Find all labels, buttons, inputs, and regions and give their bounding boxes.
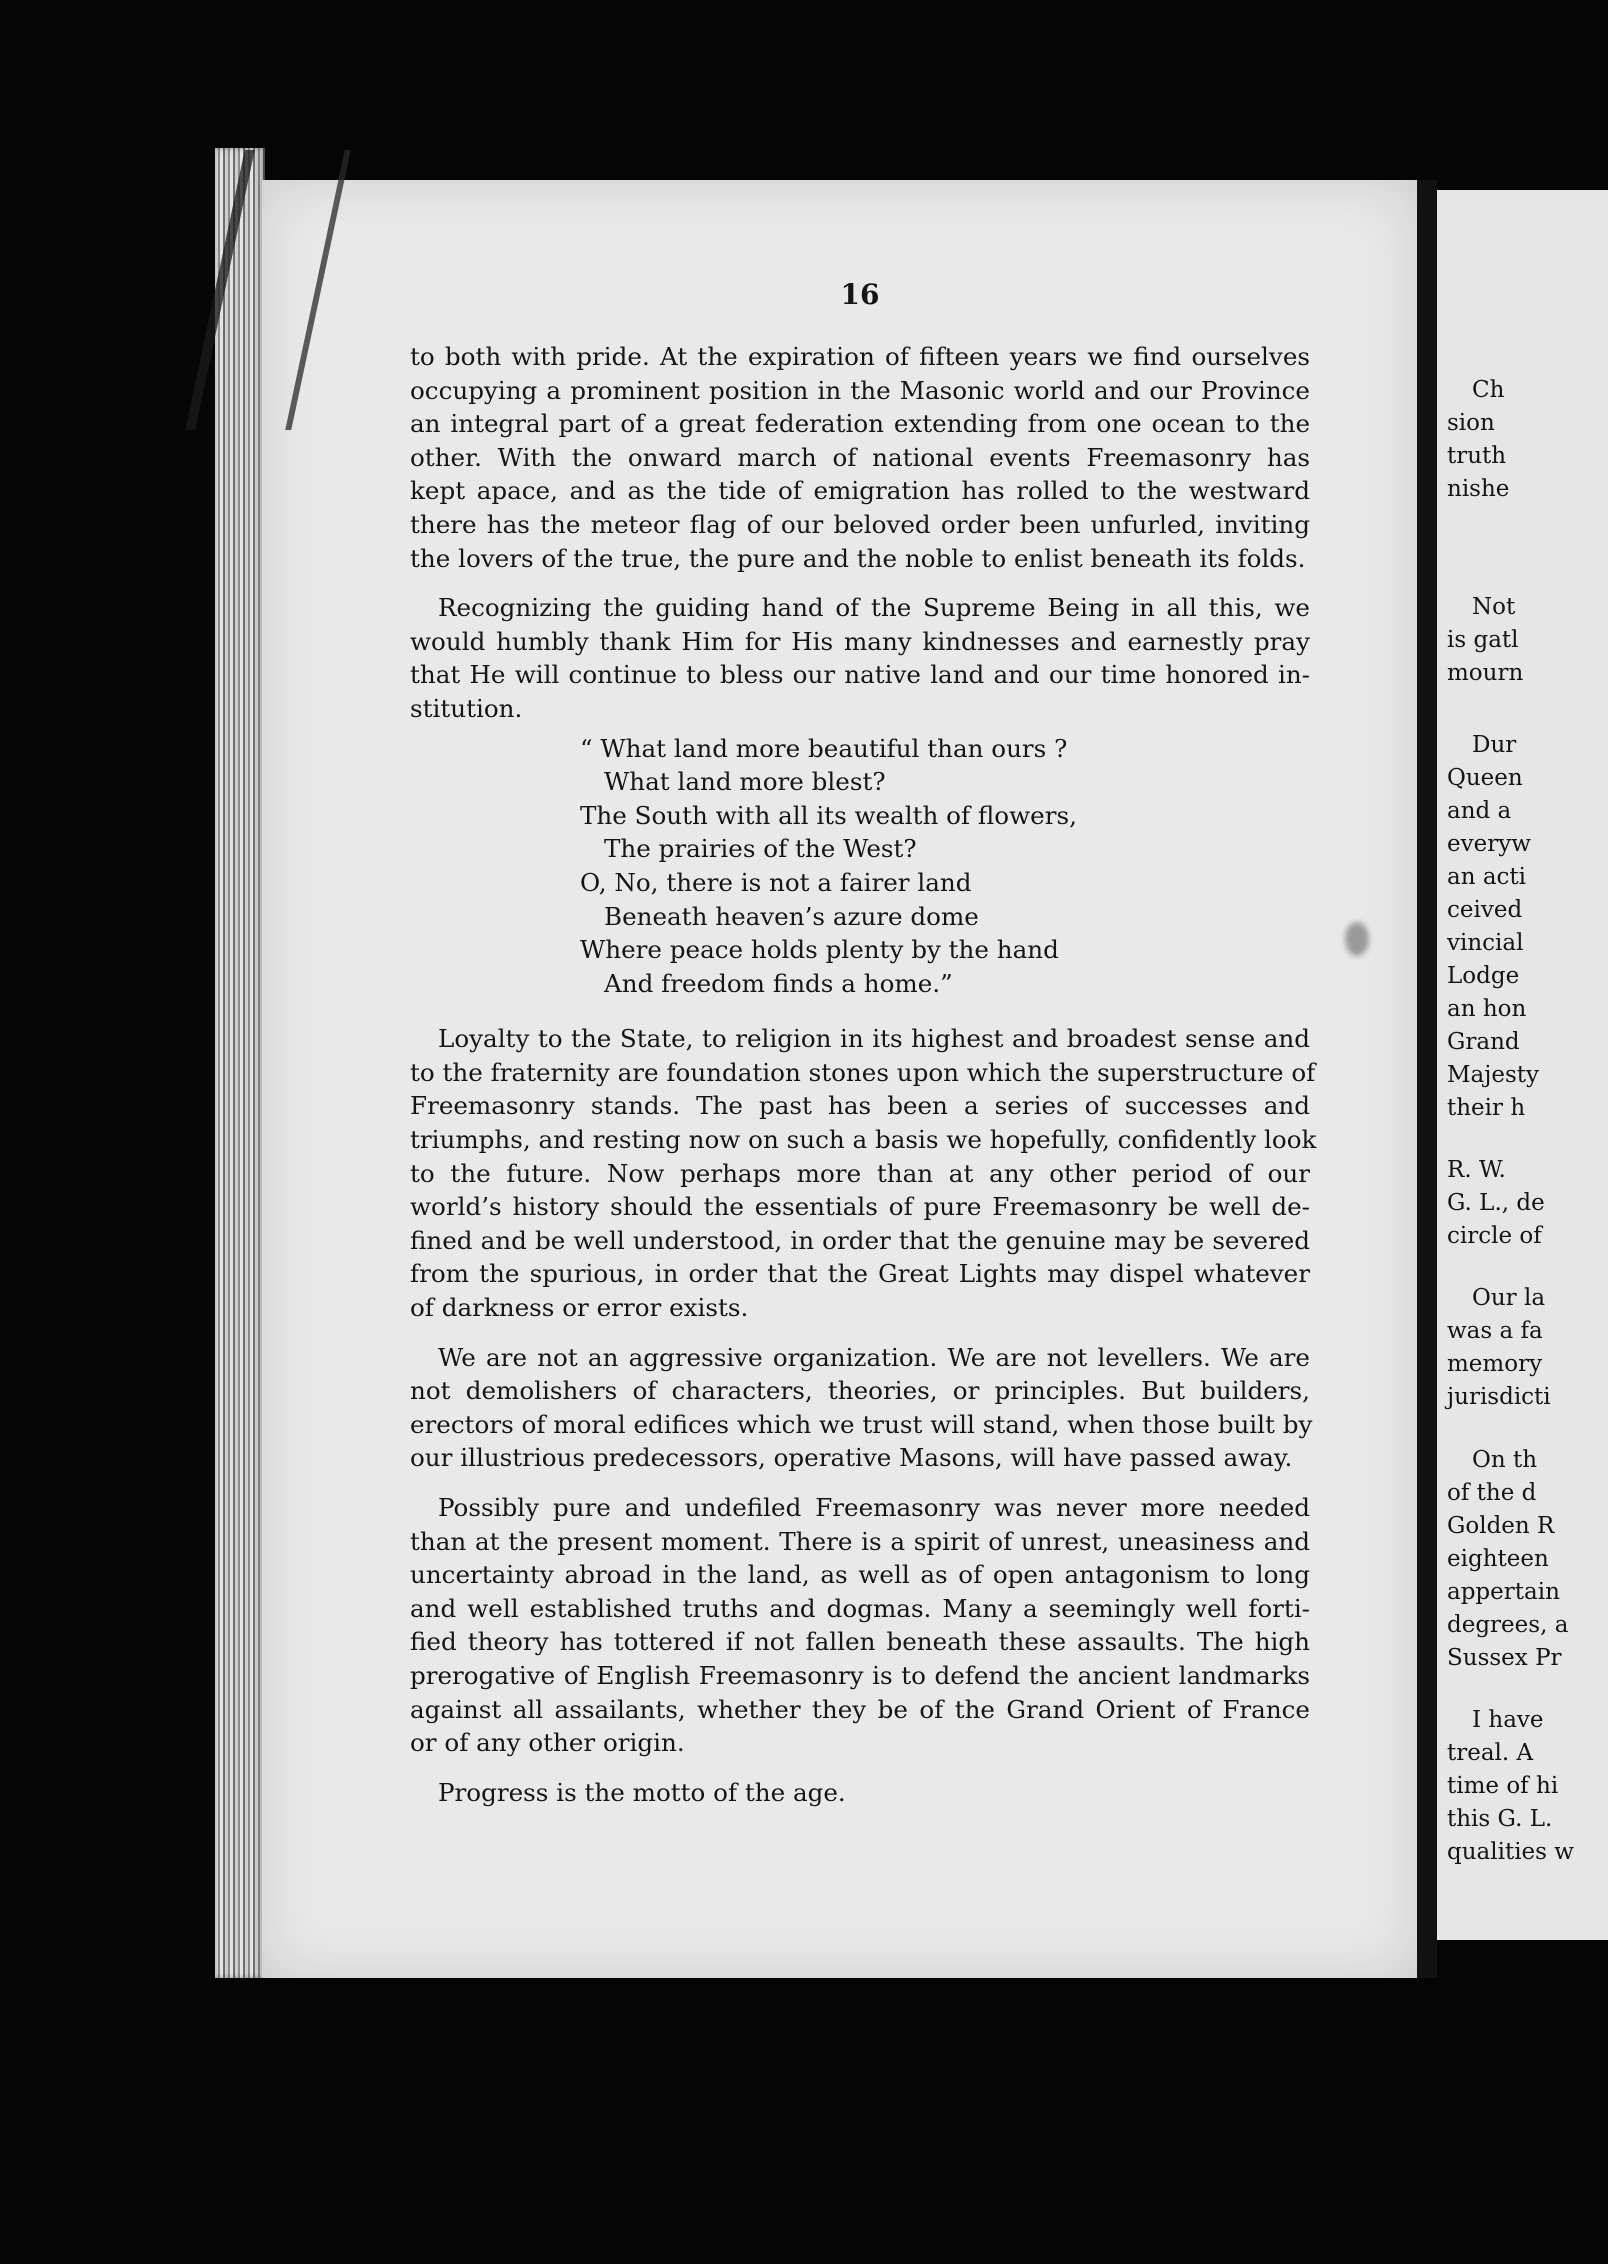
right-page-text-fragment: everyw xyxy=(1447,831,1531,857)
text-line: to the fraternity are foundation stones upon which the superstructure of xyxy=(410,1057,1316,1087)
right-page-text-fragment: Dur xyxy=(1472,732,1517,758)
text-line: that He will continue to bless our native land and our time honored in- xyxy=(410,660,1310,690)
paragraph xyxy=(410,1776,1310,1810)
text-line: occupying a prominent position in the Masonic world and our Province xyxy=(410,375,1310,405)
scan-border-bottom xyxy=(262,1978,1608,2264)
right-page-text-fragment: Ch xyxy=(1472,377,1505,403)
right-page-text-fragment: R. W. xyxy=(1447,1157,1506,1183)
scan-speck xyxy=(1345,922,1369,956)
right-page-text-fragment: degrees, a xyxy=(1447,1612,1569,1638)
right-page-text-fragment: Not xyxy=(1472,594,1516,620)
right-page-text-fragment: truth xyxy=(1447,443,1507,469)
text-line: triumphs, and resting now on such a basis we hopefully, confidently look xyxy=(410,1125,1317,1155)
paragraph xyxy=(410,1341,1313,1475)
book-gutter xyxy=(1417,180,1437,1978)
text-line: kept apace, and as the tide of emigration has rolled to the westward xyxy=(410,476,1310,506)
right-page-text-fragment: Lodge xyxy=(1447,963,1520,989)
text-line: fined and be well understood, in order that the genuine may be severed xyxy=(410,1225,1310,1255)
text-line: from the spurious, in order that the Great Lights may dispel whatever xyxy=(410,1259,1310,1289)
right-page-text-fragment: Sussex Pr xyxy=(1447,1645,1562,1671)
text-line: our illustrious predecessors, operative Masons, will have passed away. xyxy=(410,1443,1293,1473)
right-page-text-fragment: this G. L. xyxy=(1447,1806,1553,1832)
poem-line: And freedom finds a home.” xyxy=(604,968,953,998)
right-page-text-fragment: qualities w xyxy=(1447,1839,1574,1865)
right-page-text-fragment: jurisdicti xyxy=(1447,1384,1551,1410)
text-line: not demolishers of characters, theories, or principles. But builders, xyxy=(410,1376,1310,1406)
text-line: world’s history should the essentials of pure Freemasonry be well de- xyxy=(410,1192,1310,1222)
poem-line: Where peace holds plenty by the hand xyxy=(580,935,1059,965)
text-line: or of any other origin. xyxy=(410,1728,685,1758)
paragraph xyxy=(410,1491,1310,1760)
text-line: there has the meteor flag of our beloved order been unfurled, inviting xyxy=(410,509,1310,539)
page-body xyxy=(410,340,1317,1825)
paragraph xyxy=(410,340,1310,575)
right-page-text-fragment: an hon xyxy=(1447,996,1527,1022)
text-line: fied theory has tottered if not fallen beneath these assaults. The high xyxy=(410,1627,1310,1657)
poem-line: “ What land more beautiful than ours ? xyxy=(580,733,1068,763)
right-page-text-fragment: treal. A xyxy=(1447,1740,1534,1766)
right-page-text-fragment: mourn xyxy=(1447,660,1524,686)
text-line: against all assailants, whether they be of the Grand Orient of France xyxy=(410,1694,1310,1724)
right-page-text-fragment: circle of xyxy=(1447,1223,1542,1249)
text-line: an integral part of a great federation extending from one ocean to the xyxy=(410,409,1310,439)
text-line: stitution. xyxy=(410,693,523,723)
right-page-text-fragment: Grand xyxy=(1447,1029,1520,1055)
right-page-text-fragment: Our la xyxy=(1472,1285,1546,1311)
poem-line: The prairies of the West? xyxy=(604,834,917,864)
scan-border-left xyxy=(0,0,215,2264)
text-line: erectors of moral edifices which we trust will stand, when those built by xyxy=(410,1409,1313,1439)
right-page-text-fragment: their h xyxy=(1447,1095,1526,1121)
poem-line: The South with all its wealth of flowers, xyxy=(580,800,1077,830)
text-line: would humbly thank Him for His many kindnesses and earnestly pray xyxy=(410,626,1310,656)
right-page-text-fragment: was a fa xyxy=(1447,1318,1543,1344)
right-page-text-fragment: G. L., de xyxy=(1447,1190,1545,1216)
poem-line: O, No, there is not a fairer land xyxy=(580,867,972,897)
poem-line: What land more blest? xyxy=(604,767,886,797)
right-page-fragment xyxy=(1437,190,1608,1940)
poem-line: Beneath heaven’s azure dome xyxy=(604,901,979,931)
right-page-text-fragment: an acti xyxy=(1447,864,1527,890)
text-line: uncertainty abroad in the land, as well as of open antagonism to long xyxy=(410,1560,1310,1590)
right-page-text-fragment: ceived xyxy=(1447,897,1523,923)
right-page-text-fragment: of the d xyxy=(1447,1480,1537,1506)
paragraph xyxy=(410,591,1310,725)
text-line: We are not an aggressive organization. We are not levellers. We are xyxy=(438,1342,1310,1372)
text-line: the lovers of the true, the pure and the noble to enlist beneath its folds. xyxy=(410,543,1306,573)
right-page-text-fragment: time of hi xyxy=(1447,1773,1559,1799)
right-page-text-fragment: memory xyxy=(1447,1351,1543,1377)
text-line: prerogative of English Freemasonry is to defend the ancient landmarks xyxy=(410,1660,1310,1690)
right-page-text-fragment: and a xyxy=(1447,798,1512,824)
text-line: Progress is the motto of the age. xyxy=(438,1777,846,1807)
text-line: to both with pride. At the expiration of fifteen years we find ourselves xyxy=(410,342,1310,371)
right-page-text-fragment: is gatl xyxy=(1447,627,1519,653)
right-page-text-fragment: sion xyxy=(1447,410,1495,436)
right-page-text-fragment: nishe xyxy=(1447,476,1510,502)
poem xyxy=(580,732,1310,1001)
right-page-text-fragment: Queen xyxy=(1447,765,1523,791)
text-line: of darkness or error exists. xyxy=(410,1293,749,1323)
right-page-text-fragment: I have xyxy=(1472,1707,1544,1733)
text-line: than at the present moment. There is a spirit of unrest, uneasiness and xyxy=(410,1526,1310,1556)
paragraph xyxy=(410,1022,1317,1324)
right-page-text-fragment: Golden R xyxy=(1447,1513,1555,1539)
right-page-text-fragment: On th xyxy=(1472,1447,1538,1473)
right-page-text-fragment: appertain xyxy=(1447,1579,1560,1605)
text-line: Loyalty to the State, to religion in its highest and broadest sense and xyxy=(438,1024,1310,1054)
text-line: to the future. Now perhaps more than at any other period of our xyxy=(410,1158,1310,1188)
text-line: Freemasonry stands. The past has been a series of successes and xyxy=(410,1091,1310,1121)
right-page-text-fragment: vincial xyxy=(1447,930,1524,956)
right-page-text-fragment: eighteen xyxy=(1447,1546,1549,1572)
text-line: and well established truths and dogmas. Many a seemingly well forti- xyxy=(410,1593,1310,1623)
text-line: Possibly pure and undefiled Freemasonry was never more needed xyxy=(438,1493,1310,1522)
text-line: other. With the onward march of national events Freemasonry has xyxy=(410,442,1310,472)
page-number: 16 xyxy=(840,278,880,311)
text-line: Recognizing the guiding hand of the Supreme Being in all this, we xyxy=(438,593,1310,623)
right-page-text-fragment: Majesty xyxy=(1447,1062,1540,1088)
